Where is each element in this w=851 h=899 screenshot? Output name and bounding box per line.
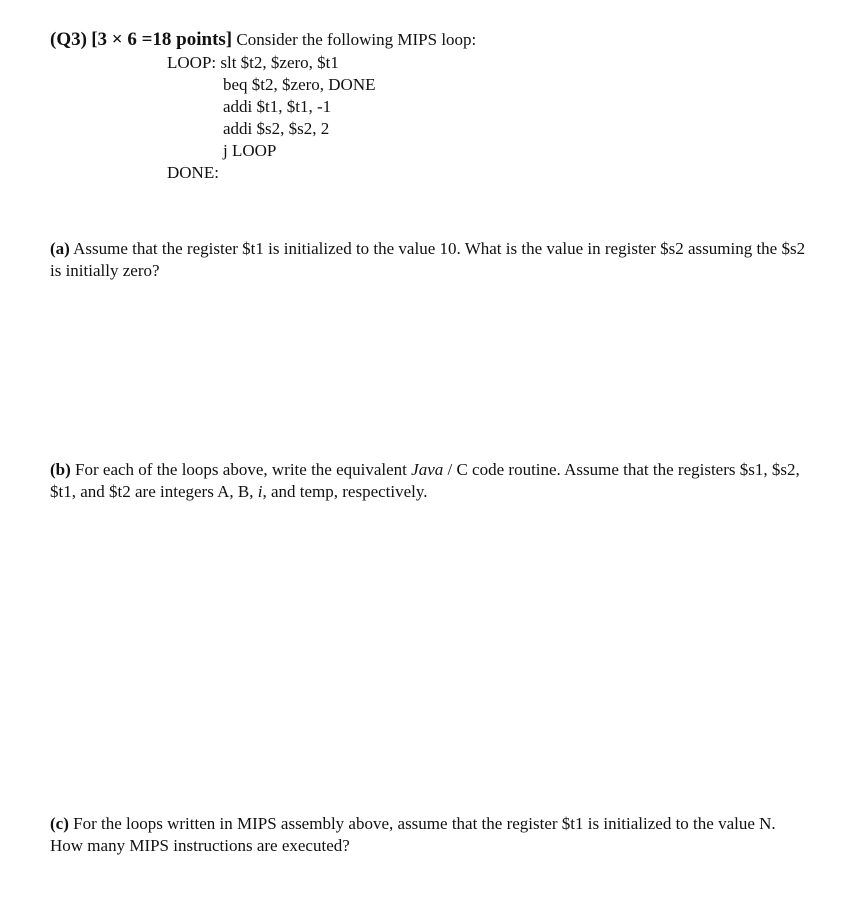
- part-b: [50, 459, 810, 503]
- mips-code-block: [167, 52, 376, 184]
- part-b-text-mid: / C code routine. Assume that the registers $s1, $s2, $t1, and $t2 are integers A, B,: [50, 460, 804, 501]
- code-line-5: j LOOP: [223, 141, 277, 160]
- code-instruction-1: slt $t2, $zero, $t1: [220, 53, 339, 72]
- part-c: [50, 813, 810, 857]
- part-c-text: For the loops written in MIPS assembly above, assume that the register $t1 is initialized to the value N. How many MIPS instructions are executed?: [50, 814, 780, 855]
- part-b-text-before: For each of the loops above, write the equivalent: [75, 460, 412, 479]
- question-header: [50, 28, 476, 52]
- part-c-tag: (c): [50, 814, 69, 833]
- part-b-text-after: , and temp, respectively.: [262, 482, 428, 501]
- part-b-java: Java: [411, 460, 444, 479]
- done-label: DONE:: [167, 163, 219, 182]
- question-number: (Q3): [50, 29, 87, 50]
- code-line-3: addi $t1, $t1, -1: [223, 97, 332, 116]
- part-a-text: Assume that the register $t1 is initialized to the value 10. What is the value in register $s2 assuming the $s2 is initially zero?: [50, 239, 810, 280]
- part-a: [50, 238, 810, 282]
- part-a-tag: (a): [50, 239, 70, 258]
- question-points: [3 × 6 =18 points]: [91, 29, 233, 50]
- loop-label: LOOP:: [167, 53, 217, 72]
- code-line-1: [167, 52, 376, 74]
- part-b-tag: (b): [50, 460, 71, 479]
- part-b-i: i: [257, 482, 263, 501]
- code-line-2: beq $t2, $zero, DONE: [223, 75, 376, 94]
- question-intro: Consider the following MIPS loop:: [236, 30, 477, 49]
- code-line-4: addi $s2, $s2, 2: [223, 119, 330, 138]
